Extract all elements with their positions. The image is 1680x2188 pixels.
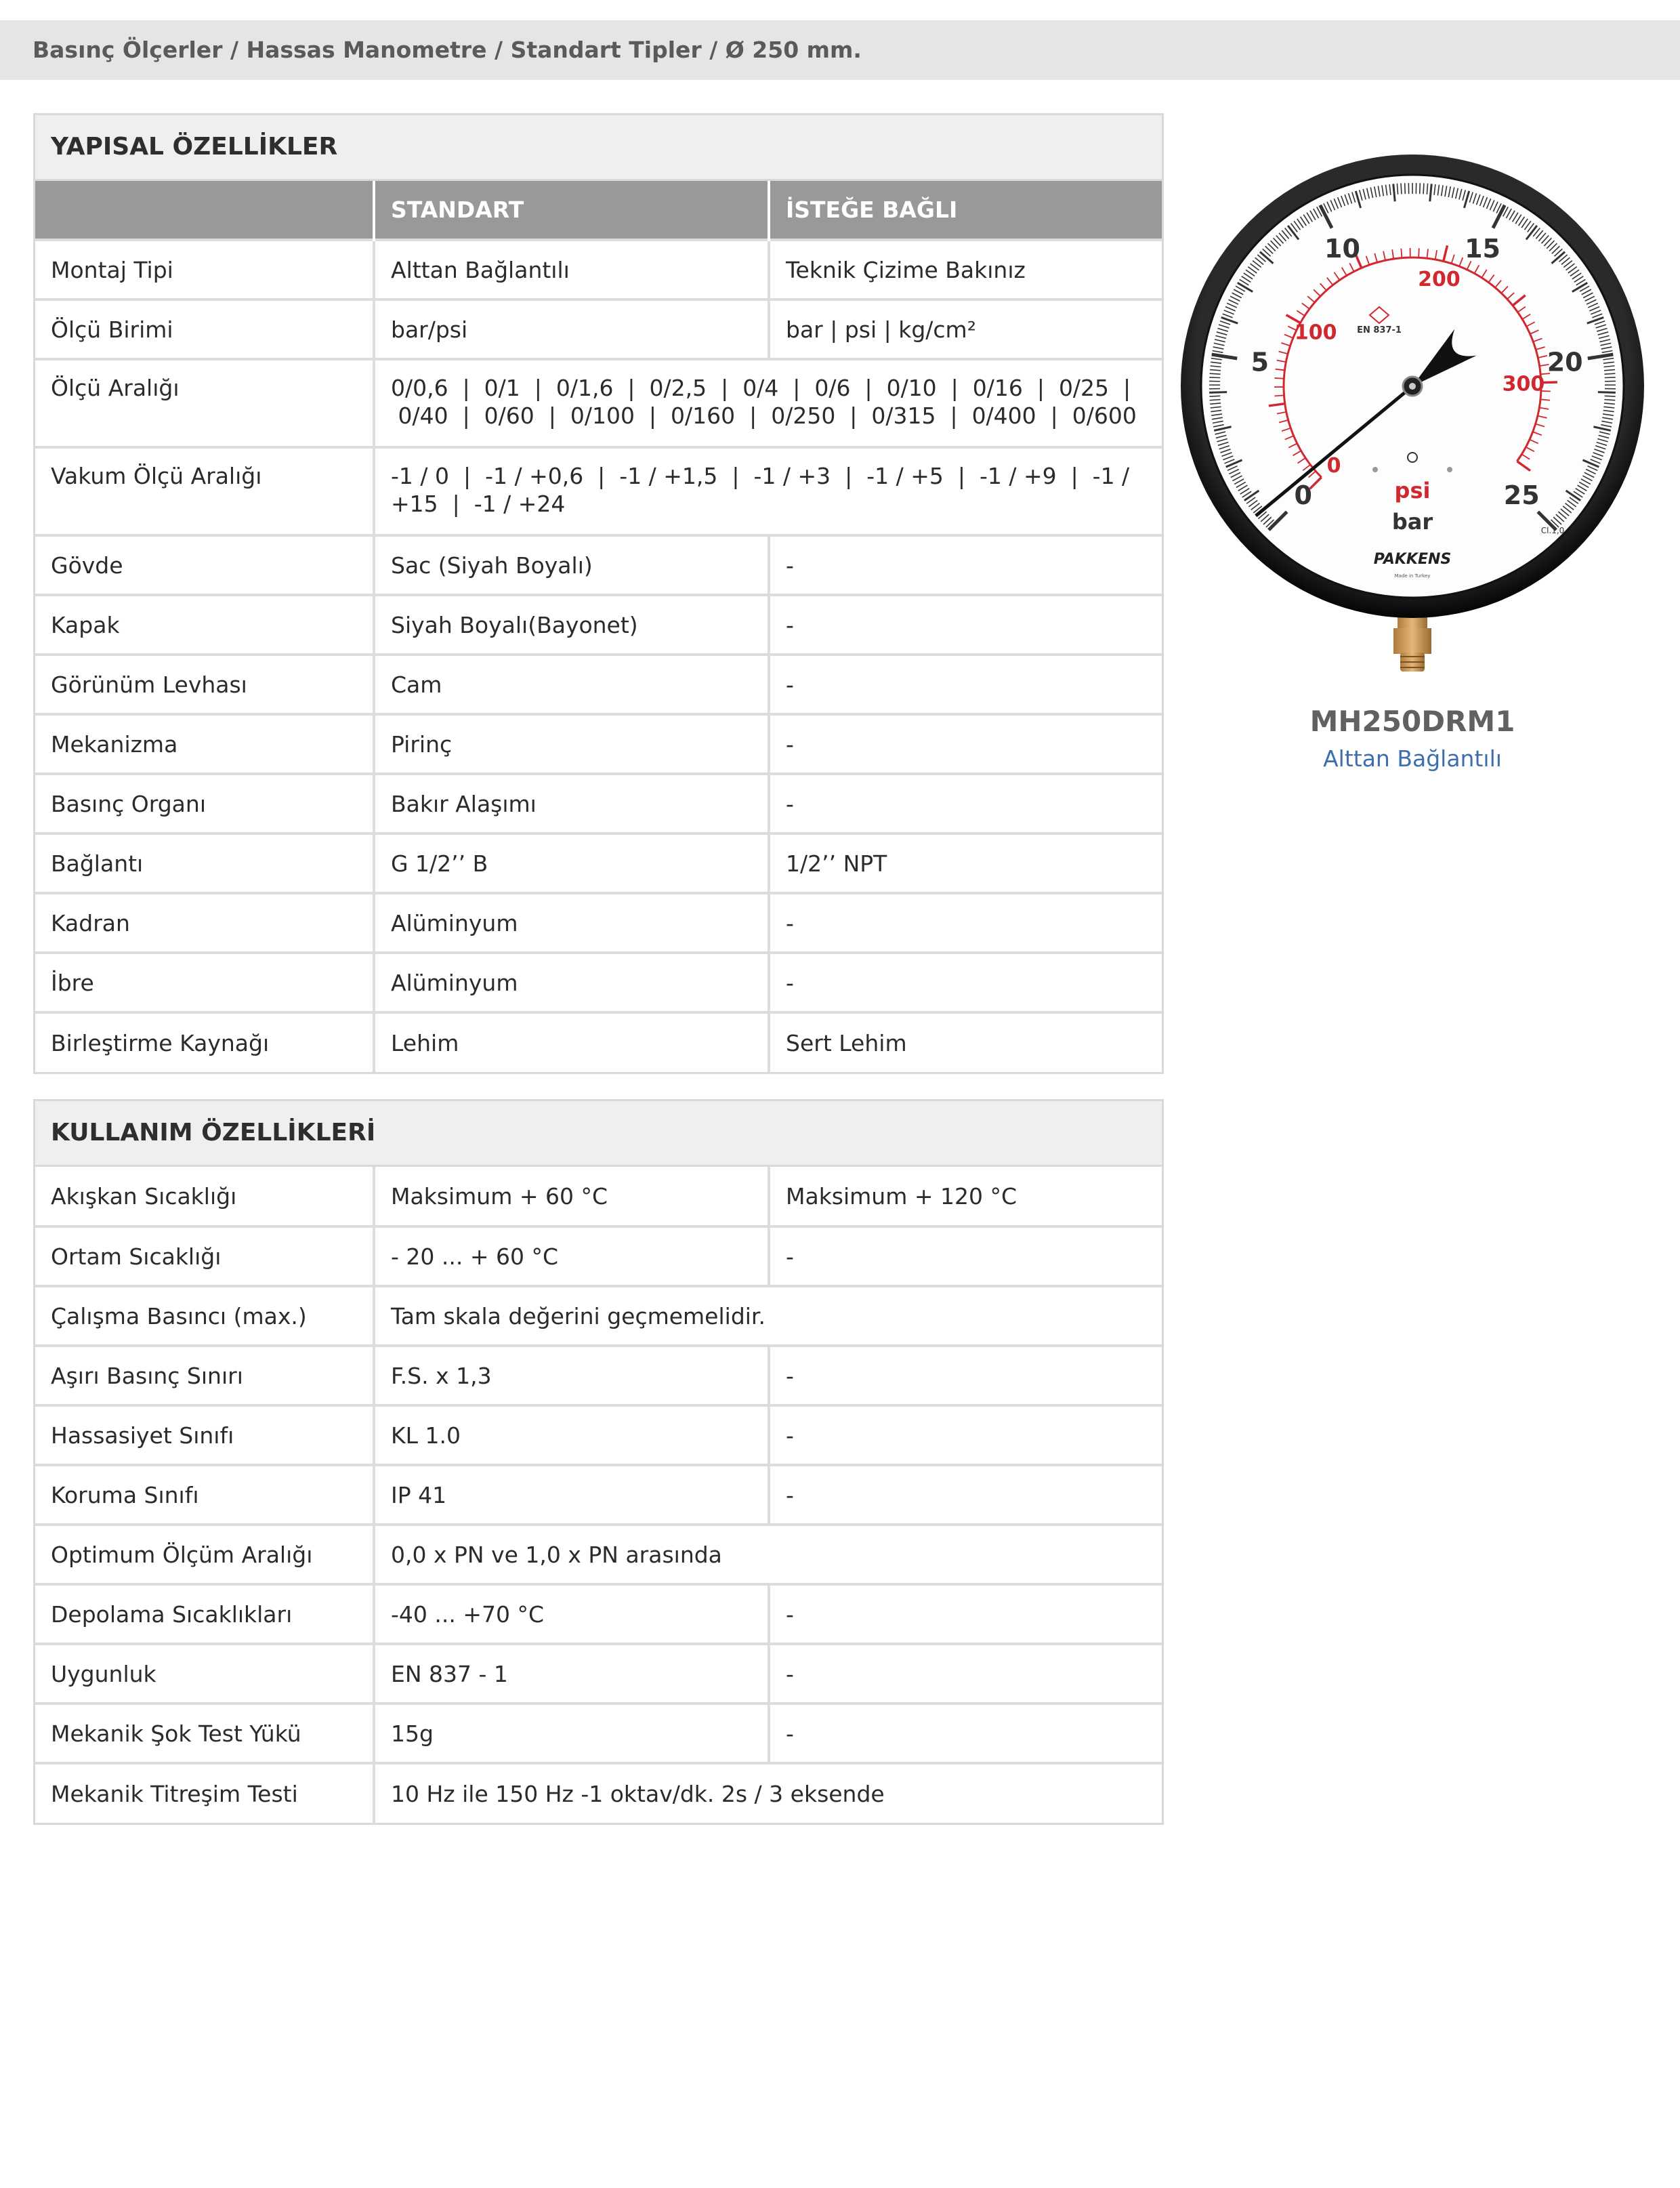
optional-value: 1/2’’ NPT bbox=[769, 833, 1162, 893]
table-row bbox=[35, 240, 1162, 300]
psi-label: 0 bbox=[1326, 453, 1341, 478]
table-row bbox=[35, 359, 1162, 447]
section-title: KULLANIM ÖZELLİKLERİ bbox=[35, 1101, 1162, 1167]
standard-value: EN 837 - 1 bbox=[374, 1644, 769, 1704]
standard-value: F.S. x 1,3 bbox=[374, 1346, 769, 1405]
table-row bbox=[35, 893, 1162, 953]
optional-value: - bbox=[769, 655, 1162, 714]
standard-value: 0,0 x PN ve 1,0 x PN arasında bbox=[374, 1525, 1162, 1584]
standard-value: Pirinç bbox=[374, 714, 769, 774]
product-code: MH250DRM1 bbox=[1309, 705, 1515, 738]
standard-value: Alüminyum bbox=[374, 893, 769, 953]
measurement-range-value bbox=[374, 359, 1162, 447]
optional-value: Maksimum + 120 °C bbox=[786, 1182, 1017, 1210]
optional-value: - bbox=[769, 1644, 1162, 1704]
column-header-label bbox=[35, 181, 374, 240]
optional-value: - bbox=[769, 1704, 1162, 1763]
pointer-hub-cap bbox=[1409, 383, 1416, 390]
row-label: Koruma Sınıfı bbox=[35, 1465, 374, 1525]
table-row bbox=[35, 953, 1162, 1012]
row-label: Depolama Sıcaklıkları bbox=[35, 1584, 374, 1644]
optional-value: - bbox=[769, 774, 1162, 833]
gauge-made-in: Made in Turkey bbox=[1394, 573, 1431, 579]
row-label: Ortam Sıcaklığı bbox=[35, 1226, 374, 1286]
row-label: Bağlantı bbox=[35, 833, 374, 893]
optional-value: - bbox=[769, 953, 1162, 1012]
bar-tick bbox=[1209, 392, 1227, 393]
row-label: Mekanik Titreşim Testi bbox=[35, 1763, 374, 1823]
bar-tick bbox=[1210, 373, 1221, 374]
optional-value: - bbox=[769, 1346, 1162, 1405]
row-label: Uygunluk bbox=[35, 1644, 374, 1704]
row-label: Mekanizma bbox=[35, 714, 374, 774]
optional-value: - bbox=[769, 535, 1162, 595]
product-subtitle: Alttan Bağlantılı bbox=[1323, 745, 1502, 772]
breadcrumb: Basınç Ölçerler / Hassas Manometre / Standart Tipler / Ø 250 mm. bbox=[0, 20, 1680, 80]
section-title: YAPISAL ÖZELLİKLER bbox=[35, 115, 1162, 181]
optional-value: - bbox=[769, 714, 1162, 774]
bar-tick bbox=[1420, 183, 1421, 194]
table-row bbox=[35, 1012, 1162, 1072]
row-label: Kapak bbox=[35, 595, 374, 655]
usage-features-table bbox=[35, 1167, 1162, 1823]
table-row bbox=[35, 1465, 1162, 1525]
vacuum-range-value bbox=[374, 447, 1162, 535]
row-label: Vakum Ölçü Aralığı bbox=[35, 447, 374, 535]
standard-value: Cam bbox=[374, 655, 769, 714]
table-row bbox=[35, 1167, 1162, 1226]
row-label: Akışkan Sıcaklığı bbox=[35, 1167, 374, 1226]
row-label: Birleştirme Kaynağı bbox=[35, 1012, 374, 1072]
gauge-class-mark: Cl.1,0 bbox=[1540, 526, 1565, 535]
dial-screw bbox=[1447, 467, 1452, 472]
psi-label: 200 bbox=[1418, 267, 1461, 291]
table-row bbox=[35, 774, 1162, 833]
standard-value: Sac (Siyah Boyalı) bbox=[374, 535, 769, 595]
row-label: Kadran bbox=[35, 893, 374, 953]
bar-tick bbox=[1598, 392, 1616, 393]
table-row bbox=[35, 655, 1162, 714]
optional-value: - bbox=[769, 1405, 1162, 1465]
table-row bbox=[35, 447, 1162, 535]
range-line-2: 0/40 | 0/60 | 0/100 | 0/160 | 0/250 | 0/315 | 0/400 | 0/600 bbox=[391, 402, 1137, 429]
table-row bbox=[35, 1226, 1162, 1286]
row-label: Montaj Tipi bbox=[35, 240, 374, 300]
psi-tick bbox=[1401, 249, 1402, 258]
psi-tick bbox=[1274, 378, 1284, 379]
standard-value: Alüminyum bbox=[374, 953, 769, 1012]
psi-label: 100 bbox=[1294, 321, 1337, 345]
bar-label: 0 bbox=[1294, 480, 1313, 511]
optional-value: bar | psi | kg/cm² bbox=[769, 300, 1162, 359]
table-row bbox=[35, 595, 1162, 655]
table-row bbox=[35, 833, 1162, 893]
dial-screw bbox=[1372, 467, 1378, 472]
standard-value: -40 ... +70 °C bbox=[374, 1584, 769, 1644]
vacuum-line-2: +15 | -1 / +24 bbox=[391, 491, 566, 517]
structural-features-table bbox=[35, 181, 1162, 1072]
usage-features-section bbox=[33, 1099, 1164, 1825]
table-row bbox=[35, 1584, 1162, 1644]
table-row bbox=[35, 1704, 1162, 1763]
row-label: Aşırı Basınç Sınırı bbox=[35, 1346, 374, 1405]
row-label: Basınç Organı bbox=[35, 774, 374, 833]
table-row bbox=[35, 1346, 1162, 1405]
standard-value: Maksimum + 60 °C bbox=[374, 1167, 769, 1226]
optional-value: - bbox=[769, 893, 1162, 953]
gauge-standard-mark: EN 837-1 bbox=[1357, 325, 1402, 335]
row-label: İbre bbox=[35, 953, 374, 1012]
row-label: Görünüm Levhası bbox=[35, 655, 374, 714]
optional-value: - bbox=[769, 1465, 1162, 1525]
product-image bbox=[1172, 146, 1653, 674]
gauge-unit-psi: psi bbox=[1394, 478, 1431, 503]
column-header-standard: STANDART bbox=[374, 181, 769, 240]
bar-tick bbox=[1405, 183, 1406, 194]
row-label: Gövde bbox=[35, 535, 374, 595]
standard-value: - 20 ... + 60 °C bbox=[374, 1226, 769, 1286]
optional-value: Teknik Çizime Bakınız bbox=[769, 240, 1162, 300]
bar-tick bbox=[1604, 373, 1615, 374]
optional-value: - bbox=[769, 1584, 1162, 1644]
table-row bbox=[35, 300, 1162, 359]
table-row bbox=[35, 535, 1162, 595]
gauge-brand: PAKKENS bbox=[1373, 551, 1452, 568]
standard-value: Alttan Bağlantılı bbox=[374, 240, 769, 300]
range-line-1: 0/0,6 | 0/1 | 0/1,6 | 0/2,5 | 0/4 | 0/6 | 0/10 | 0/16 | 0/25 | bbox=[391, 375, 1131, 401]
standard-value: bar/psi bbox=[374, 300, 769, 359]
bar-tick bbox=[1605, 377, 1616, 378]
bar-tick bbox=[1209, 377, 1220, 378]
standard-value: Tam skala değerini geçmemelidir. bbox=[374, 1286, 1162, 1346]
bar-label: 25 bbox=[1503, 480, 1540, 511]
table-row bbox=[35, 714, 1162, 774]
standard-value: IP 41 bbox=[374, 1465, 769, 1525]
row-label: Hassasiyet Sınıfı bbox=[35, 1405, 374, 1465]
column-header-optional: İSTEĞE BAĞLI bbox=[769, 181, 1162, 240]
psi-tick bbox=[1275, 395, 1284, 396]
pressure-gauge-illustration bbox=[1172, 146, 1653, 674]
standard-value: Lehim bbox=[374, 1012, 769, 1072]
bottom-connector bbox=[1393, 613, 1431, 672]
row-label: Çalışma Basıncı (max.) bbox=[35, 1286, 374, 1346]
row-label: Ölçü Aralığı bbox=[35, 359, 374, 447]
gauge-unit-bar: bar bbox=[1391, 509, 1433, 535]
table-row bbox=[35, 1763, 1162, 1823]
row-label: Ölçü Birimi bbox=[35, 300, 374, 359]
bar-tick bbox=[1423, 183, 1424, 194]
bar-label: 10 bbox=[1324, 233, 1360, 264]
psi-label: 300 bbox=[1502, 372, 1545, 396]
vacuum-line-1: -1 / 0 | -1 / +0,6 | -1 / +1,5 | -1 / +3 | -1 / +5 | -1 / +9 | -1 / bbox=[391, 463, 1130, 489]
standard-value: Bakır Alaşımı bbox=[374, 774, 769, 833]
standard-value: Siyah Boyalı(Bayonet) bbox=[374, 595, 769, 655]
bar-label: 5 bbox=[1251, 347, 1269, 377]
bar-tick bbox=[1401, 183, 1402, 194]
bar-label: 20 bbox=[1547, 347, 1583, 377]
standard-value: G 1/2’’ B bbox=[374, 833, 769, 893]
standard-value: KL 1.0 bbox=[374, 1405, 769, 1465]
standard-value: 15g bbox=[374, 1704, 769, 1763]
structural-features-section bbox=[33, 113, 1164, 1074]
table-row bbox=[35, 1644, 1162, 1704]
optional-value: Sert Lehim bbox=[769, 1012, 1162, 1072]
row-label: Optimum Ölçüm Aralığı bbox=[35, 1525, 374, 1584]
row-label: Mekanik Şok Test Yükü bbox=[35, 1704, 374, 1763]
optional-value: - bbox=[769, 1226, 1162, 1286]
table-row bbox=[35, 1405, 1162, 1465]
table-row bbox=[35, 1286, 1162, 1346]
bar-label: 15 bbox=[1465, 233, 1500, 264]
table-row bbox=[35, 1525, 1162, 1584]
table-header-row bbox=[35, 181, 1162, 240]
standard-value: 10 Hz ile 150 Hz -1 oktav/dk. 2s / 3 eksende bbox=[374, 1763, 1162, 1823]
optional-value: - bbox=[769, 595, 1162, 655]
